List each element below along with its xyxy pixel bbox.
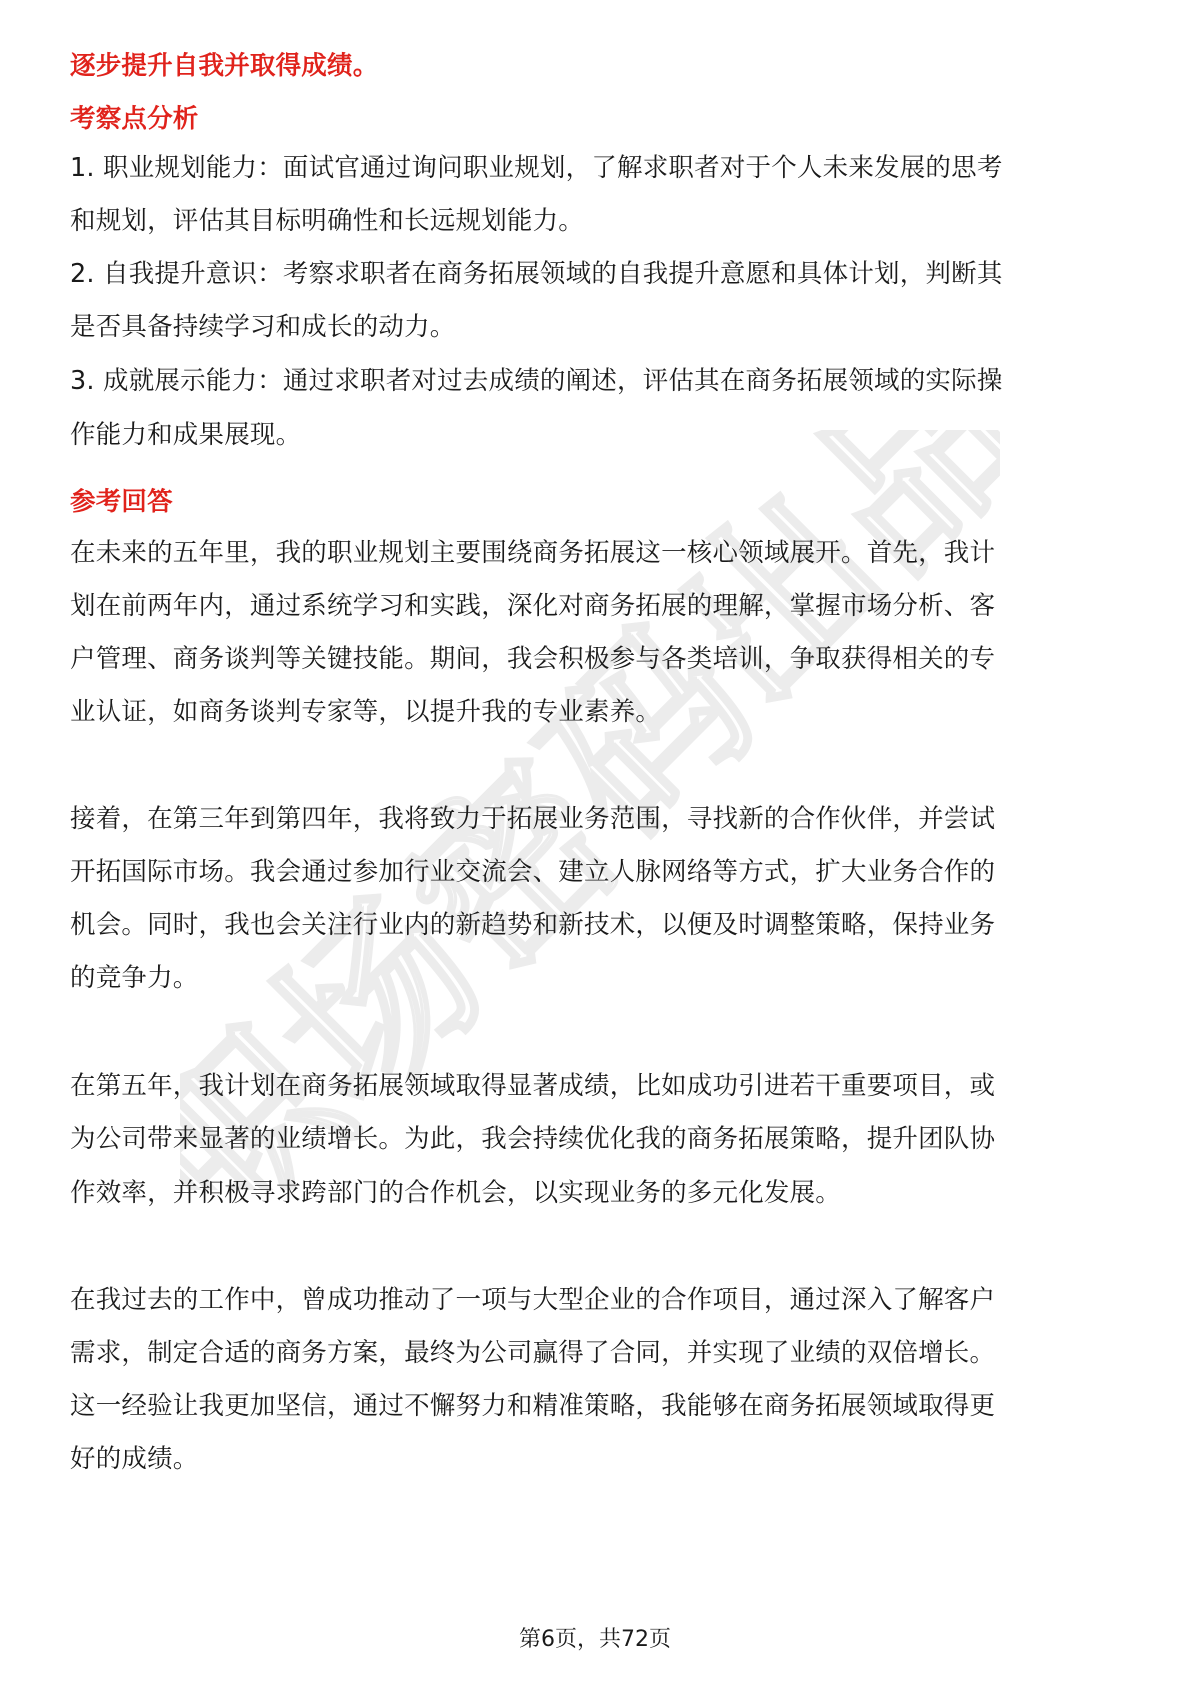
analysis-line: 和规划，评估其目标明确性和长远规划能力。 bbox=[70, 206, 585, 236]
answer-line: 作效率，并积极寻求跨部门的合作机会，以实现业务的多元化发展。 bbox=[70, 1178, 842, 1208]
answer-line: 在第五年，我计划在商务拓展领域取得显著成绩，比如成功引进若干重要项目，或 bbox=[70, 1071, 996, 1101]
answer-line: 在未来的五年里，我的职业规划主要围绕商务拓展这一核心领域展开。首先，我计 bbox=[70, 538, 996, 568]
answer-line: 开拓国际市场。我会通过参加行业交流会、建立人脉网络等方式，扩大业务合作的 bbox=[70, 857, 996, 887]
analysis-line: 是否具备持续学习和成长的动力。 bbox=[70, 312, 456, 342]
answer-line: 这一经验让我更加坚信，通过不懈努力和精准策略，我能够在商务拓展领域取得更 bbox=[70, 1391, 996, 1421]
answer-line: 的竞争力。 bbox=[70, 963, 199, 993]
analysis-line: 1. 职业规划能力：面试官通过询问职业规划，了解求职者对于个人未来发展的思考 bbox=[70, 153, 1003, 183]
answer-line: 为公司带来显著的业绩增长。为此，我会持续优化我的商务拓展策略，提升团队协 bbox=[70, 1124, 996, 1154]
answer-line: 在我过去的工作中，曾成功推动了一项与大型企业的合作项目，通过深入了解客户 bbox=[70, 1285, 996, 1315]
analysis-line: 作能力和成果展现。 bbox=[70, 420, 302, 450]
answer-line: 机会。同时，我也会关注行业内的新趋势和新技术，以便及时调整策略，保持业务 bbox=[70, 910, 996, 940]
analysis-line: 3. 成就展示能力：通过求职者对过去成绩的阐述，评估其在商务拓展领域的实际操 bbox=[70, 366, 1003, 396]
answer-line: 好的成绩。 bbox=[70, 1444, 199, 1474]
answer-line: 需求，制定合适的商务方案，最终为公司赢得了合同，并实现了业绩的双倍增长。 bbox=[70, 1338, 996, 1368]
analysis-title: 考察点分析 bbox=[70, 104, 199, 134]
answer-line: 户管理、商务谈判等关键技能。期间，我会积极参与各类培训，争取获得相关的专 bbox=[70, 644, 996, 674]
answer-title: 参考回答 bbox=[70, 487, 173, 517]
answer-line: 接着，在第三年到第四年，我将致力于拓展业务范围，寻找新的合作伙伴，并尝试 bbox=[70, 804, 996, 834]
header-line: 逐步提升自我并取得成绩。 bbox=[70, 51, 379, 81]
answer-line: 划在前两年内，通过系统学习和实践，深化对商务拓展的理解，掌握市场分析、客 bbox=[70, 591, 996, 621]
answer-line: 业认证，如商务谈判专家等，以提升我的专业素养。 bbox=[70, 697, 662, 727]
page-footer: 第6页，共72页 bbox=[519, 1627, 671, 1652]
analysis-line: 2. 自我提升意识：考察求职者在商务拓展领域的自我提升意愿和具体计划，判断其 bbox=[70, 259, 1003, 289]
watermark-text: 职场密码出品 bbox=[180, 430, 1000, 1190]
